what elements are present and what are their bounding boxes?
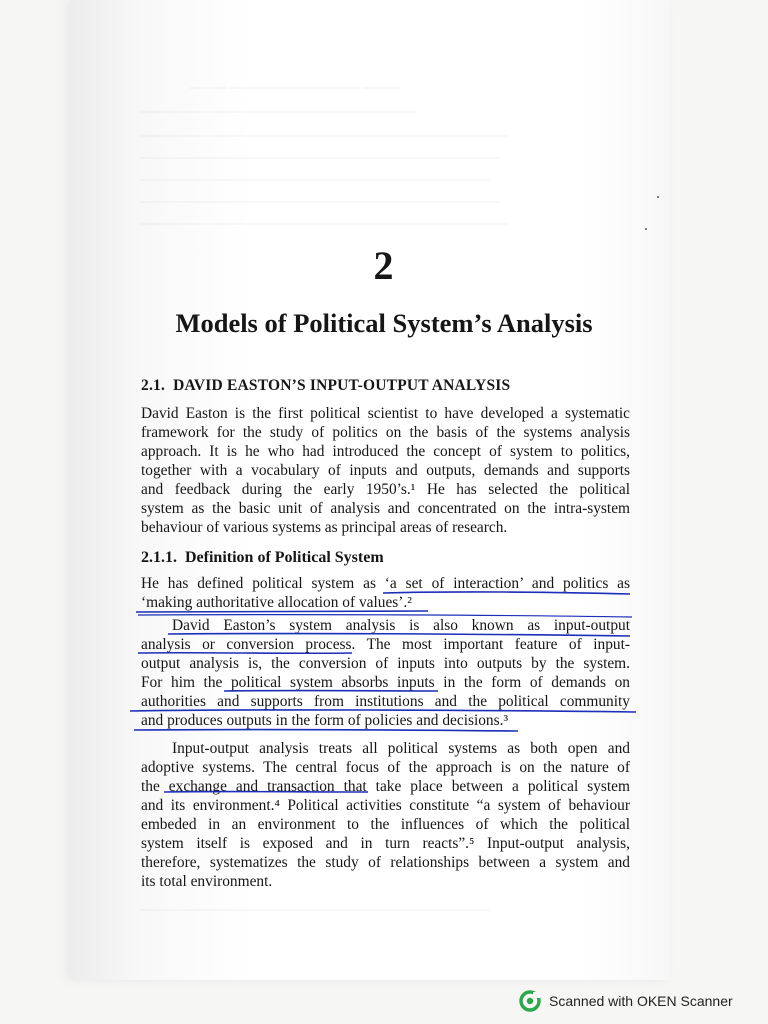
show-through-text: ────────────────────────────────────── bbox=[140, 902, 490, 917]
paragraph-line: David Easton’s system analysis is also known as input-output bbox=[172, 617, 630, 634]
definition-paragraph bbox=[141, 574, 630, 612]
show-through-text: ──────────────────────────────────────── bbox=[140, 216, 509, 231]
oken-scanner-logo-icon bbox=[519, 990, 541, 1012]
paragraph-line: embeded in an environment to the influences of which the political bbox=[141, 816, 630, 833]
speck bbox=[657, 196, 659, 198]
paragraph-line: analysis or conversion process. The most important feature of input- bbox=[141, 636, 630, 653]
show-through-text: ──── ────────────── ──── bbox=[190, 80, 400, 95]
show-through-text: ─────────────────────────────────────── bbox=[140, 150, 500, 165]
paragraph-line: output analysis is, the conversion of inputs into outputs by the system. bbox=[141, 655, 630, 672]
subsection-heading bbox=[141, 549, 384, 567]
show-through-text: ────────────────────────────────────── bbox=[140, 172, 490, 187]
show-through-text: ─────────────────────────────────────── bbox=[140, 194, 500, 209]
paragraph-line: system itself is exposed and in turn reacts”.⁵ Input-output analysis, bbox=[141, 835, 630, 852]
subsection-title: Definition of Political System bbox=[185, 549, 384, 566]
speck bbox=[645, 228, 647, 230]
paragraph-line: therefore, systematizes the study of relationships between a system and bbox=[141, 854, 630, 871]
conversion-paragraph bbox=[141, 616, 630, 730]
paragraph-line: He has defined political system as ‘a set of interaction’ and politics as bbox=[141, 575, 630, 592]
paragraph-line: the exchange and transaction that take place between a political system bbox=[141, 778, 630, 795]
paragraph-line: adoptive systems. The central focus of the approach is on the nature of bbox=[141, 759, 630, 776]
paragraph-line: ‘making authoritative allocation of values’.² bbox=[141, 594, 412, 611]
section-heading bbox=[141, 377, 510, 395]
paragraph-line: and produces outputs in the form of policies and decisions.³ bbox=[141, 712, 509, 729]
paragraph-line: behaviour of various systems as principal areas of research. bbox=[141, 519, 508, 536]
paragraph-line: Input-output analysis treats all political systems as both open and bbox=[172, 740, 630, 757]
paragraph-line: and feedback during the early 1950’s.¹ He has selected the political bbox=[141, 481, 630, 498]
paragraph-line: authorities and supports from institutions and the political community bbox=[141, 693, 630, 710]
open-systems-paragraph bbox=[141, 739, 630, 891]
show-through-text: ────────────────────────────── bbox=[140, 104, 417, 119]
paragraph-line: its total environment. bbox=[141, 873, 273, 890]
paragraph-line: together with a vocabulary of inputs and outputs, demands and supports bbox=[141, 462, 630, 479]
chapter-title: Models of Political System’s Analysis bbox=[175, 308, 593, 338]
section-title: DAVID EASTON’S INPUT-OUTPUT ANALYSIS bbox=[173, 377, 511, 394]
intro-paragraph bbox=[141, 404, 630, 537]
subsection-number: 2.1.1. bbox=[141, 549, 177, 566]
chapter-number: 2 bbox=[373, 243, 395, 288]
paragraph-line: framework for the study of politics on the basis of the systems analysis bbox=[141, 424, 630, 441]
paragraph-line: approach. It is he who had introduced the concept of system to politics, bbox=[141, 443, 630, 460]
paragraph-line: For him the political system absorbs inputs in the form of demands on bbox=[141, 674, 630, 691]
paragraph-line: and its environment.⁴ Political activities constitute “a system of behaviour bbox=[141, 797, 630, 814]
section-number: 2.1. bbox=[141, 377, 166, 394]
scanner-watermark bbox=[519, 990, 733, 1012]
show-through-text: ──────────────────────────────────────── bbox=[140, 128, 509, 143]
paragraph-line: David Easton is the first political scientist to have developed a systematic bbox=[141, 405, 630, 422]
paragraph-line: system as the basic unit of analysis and concentrated on the intra-system bbox=[141, 500, 630, 517]
scanner-text: Scanned with OKEN Scanner bbox=[549, 993, 733, 1009]
